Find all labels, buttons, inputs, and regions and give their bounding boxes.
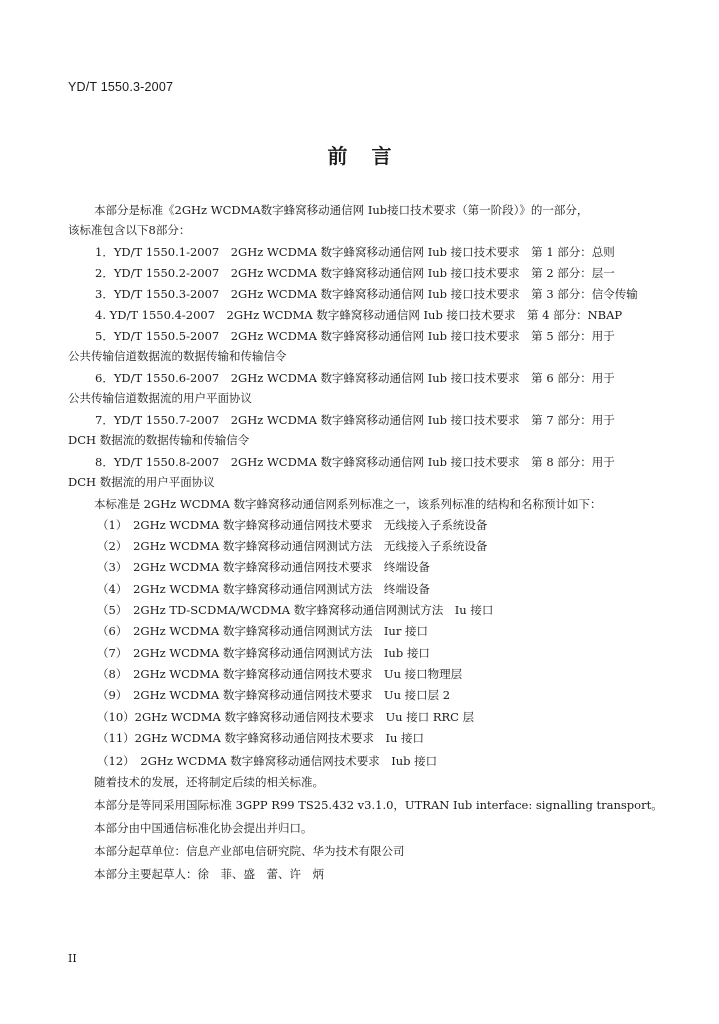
series-item: （2） 2GHz WCDMA 数字蜂窝移动通信网测试方法 无线接入子系统设备	[97, 539, 488, 553]
part-item: 2．YD/T 1550.2-2007 2GHz WCDMA 数字蜂窝移动通信网 Iub 接口技术要求 第 2 部分：层一	[95, 266, 615, 280]
series-item: （6） 2GHz WCDMA 数字蜂窝移动通信网测试方法 Iur 接口	[97, 624, 428, 638]
page-number: II	[68, 952, 77, 965]
part-item: 4. YD/T 1550.4-2007 2GHz WCDMA 数字蜂窝移动通信网 Iub 接口技术要求 第 4 部分：NBAP	[95, 308, 623, 322]
part-item-continuation: DCH 数据流的数据传输和传输信令	[68, 433, 250, 447]
part-item: 6．YD/T 1550.6-2007 2GHz WCDMA 数字蜂窝移动通信网 Iub 接口技术要求 第 6 部分：用于	[95, 371, 615, 385]
series-item: （1） 2GHz WCDMA 数字蜂窝移动通信网技术要求 无线接入子系统设备	[97, 518, 488, 532]
part-item: 1．YD/T 1550.1-2007 2GHz WCDMA 数字蜂窝移动通信网 Iub 接口技术要求 第 1 部分：总则	[95, 245, 615, 259]
series-item: （7） 2GHz WCDMA 数字蜂窝移动通信网测试方法 Iub 接口	[97, 646, 430, 660]
part-item: 3．YD/T 1550.3-2007 2GHz WCDMA 数字蜂窝移动通信网 Iub 接口技术要求 第 3 部分：信令传输	[95, 287, 638, 301]
intro-line-2: 该标准包含以下8部分：	[68, 223, 191, 237]
series-item: （11）2GHz WCDMA 数字蜂窝移动通信网技术要求 Iu 接口	[97, 731, 425, 745]
part-item: 7．YD/T 1550.7-2007 2GHz WCDMA 数字蜂窝移动通信网 Iub 接口技术要求 第 7 部分：用于	[95, 413, 615, 427]
page-title: 前言	[327, 144, 416, 168]
closing-line: 本部分由中国通信标准化协会提出并归口。	[94, 821, 313, 835]
series-item: （3） 2GHz WCDMA 数字蜂窝移动通信网技术要求 终端设备	[97, 560, 430, 574]
closing-line: 本部分是等同采用国际标准 3GPP R99 TS25.432 v3.1.0，UTRAN Iub interface: signalling transport。	[94, 798, 663, 812]
series-item: （12） 2GHz WCDMA 数字蜂窝移动通信网技术要求 Iub 接口	[97, 754, 438, 768]
series-item: （5） 2GHz TD-SCDMA/WCDMA 数字蜂窝移动通信网测试方法 Iu 接口	[97, 603, 494, 617]
closing-line: 随着技术的发展，还将制定后续的相关标准。	[94, 775, 324, 789]
series-item: （8） 2GHz WCDMA 数字蜂窝移动通信网技术要求 Uu 接口物理层	[97, 667, 463, 681]
part-item-continuation: DCH 数据流的用户平面协议	[68, 475, 215, 489]
part-item: 5．YD/T 1550.5-2007 2GHz WCDMA 数字蜂窝移动通信网 Iub 接口技术要求 第 5 部分：用于	[95, 329, 615, 343]
series-item: （4） 2GHz WCDMA 数字蜂窝移动通信网测试方法 终端设备	[97, 582, 430, 596]
series-intro: 本标准是 2GHz WCDMA 数字蜂窝移动通信网系列标准之一，该系列标准的结构和名称预计如下：	[94, 497, 602, 511]
standard-number: YD/T 1550.3-2007	[68, 80, 174, 94]
series-item: （10）2GHz WCDMA 数字蜂窝移动通信网技术要求 Uu 接口 RRC 层	[97, 710, 475, 724]
series-item: （9） 2GHz WCDMA 数字蜂窝移动通信网技术要求 Uu 接口层 2	[97, 688, 451, 702]
intro-line-1: 本部分是标准《2GHz WCDMA数字蜂窝移动通信网 Iub接口技术要求（第一阶段）》的一部分，	[94, 203, 589, 217]
closing-line: 本部分起草单位：信息产业部电信研究院、华为技术有限公司	[94, 844, 405, 858]
part-item-continuation: 公共传输信道数据流的数据传输和传输信令	[68, 349, 287, 363]
closing-line: 本部分主要起草人：徐 菲、盛 蕾、许 炳	[94, 867, 324, 881]
part-item-continuation: 公共传输信道数据流的用户平面协议	[68, 391, 252, 405]
part-item: 8．YD/T 1550.8-2007 2GHz WCDMA 数字蜂窝移动通信网 Iub 接口技术要求 第 8 部分：用于	[95, 455, 615, 469]
